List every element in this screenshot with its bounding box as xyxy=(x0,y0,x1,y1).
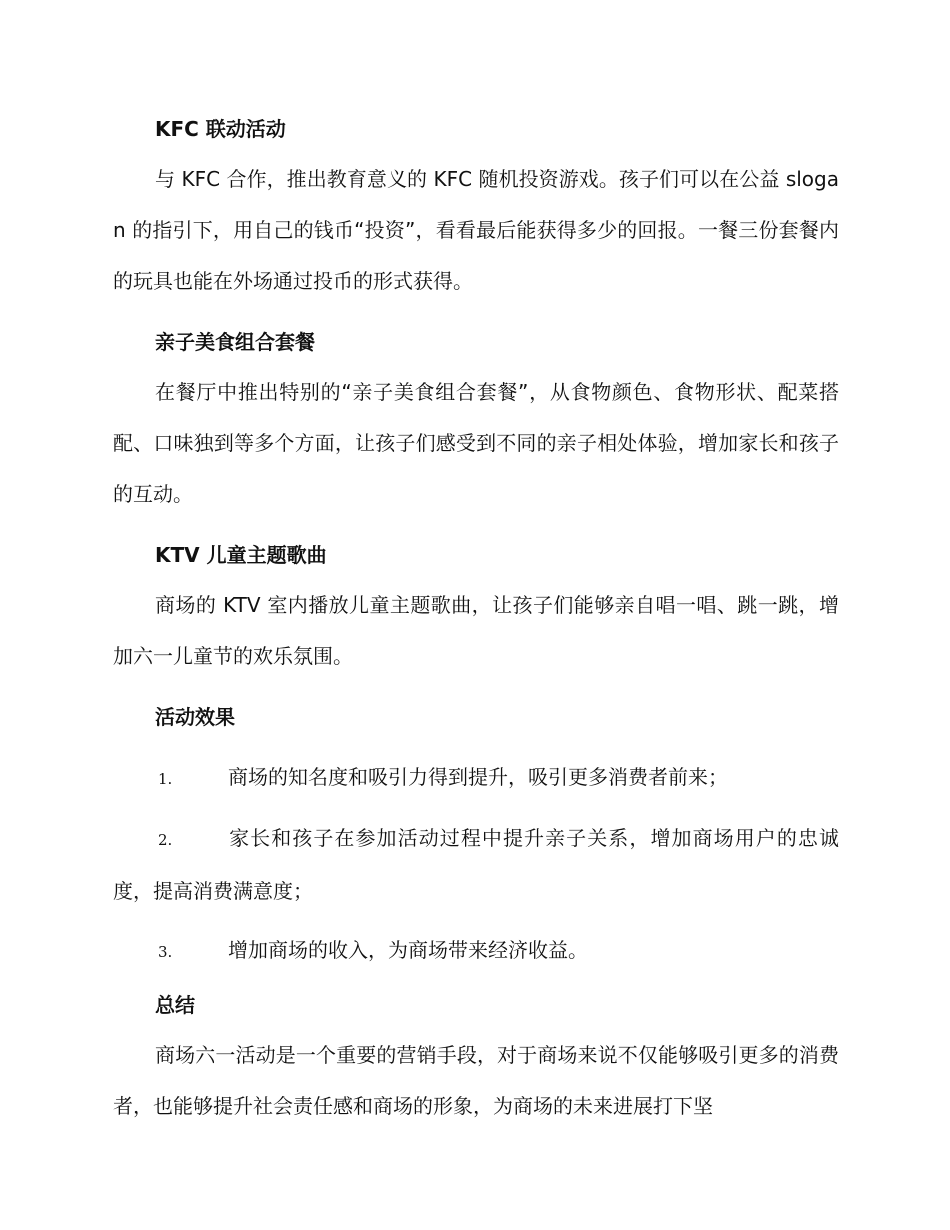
list-number: 3. xyxy=(158,943,173,961)
list-number: 2. xyxy=(158,831,173,849)
section-heading: 活动效果 xyxy=(155,705,235,729)
section-heading: KTV 儿童主题歌曲 xyxy=(155,543,327,567)
section-family-meal xyxy=(113,325,839,520)
section-paragraph: 商场的 KTV 室内播放儿童主题歌曲，让孩子们能够亲自唱一唱、跳一跳，增加六一儿童节的欢乐氛围。 xyxy=(113,593,839,668)
list-item xyxy=(113,813,839,917)
section-paragraph: 在餐厅中推出特别的“亲子美食组合套餐”，从食物颜色、食物形状、配菜搭配、口味独到等多个方面，让孩子们感受到不同的亲子相处体验，增加家长和孩子的互动。 xyxy=(113,380,839,506)
section-effects xyxy=(113,700,839,978)
list-number: 1. xyxy=(158,770,173,788)
section-kfc xyxy=(113,112,839,307)
section-ktv xyxy=(113,538,839,682)
list-text: 商场的知名度和吸引力得到提升，吸引更多消费者前来； xyxy=(228,765,728,789)
list-item xyxy=(113,925,839,978)
section-heading: KFC 联动活动 xyxy=(155,117,286,141)
section-summary xyxy=(113,988,839,1132)
section-heading: 亲子美食组合套餐 xyxy=(155,330,315,354)
section-paragraph: 与 KFC 合作，推出教育意义的 KFC 随机投资游戏。孩子们可以在公益 slogan 的指引下，用自己的钱币“投资”，看看最后能获得多少的回报。一餐三份套餐内的玩具也能在外场通过投币的形式获得。 xyxy=(113,167,839,293)
list-item xyxy=(113,752,839,805)
list-text: 增加商场的收入，为商场带来经济收益。 xyxy=(228,938,588,962)
section-paragraph: 商场六一活动是一个重要的营销手段，对于商场来说不仅能够吸引更多的消费者，也能够提升社会责任感和商场的形象，为商场的未来进展打下坚 xyxy=(113,1043,839,1118)
section-heading: 总结 xyxy=(155,993,195,1017)
document-content xyxy=(113,112,839,1150)
list-text: 家长和孩子在参加活动过程中提升亲子关系，增加商场用户的忠诚度，提高消费满意度； xyxy=(113,826,839,903)
